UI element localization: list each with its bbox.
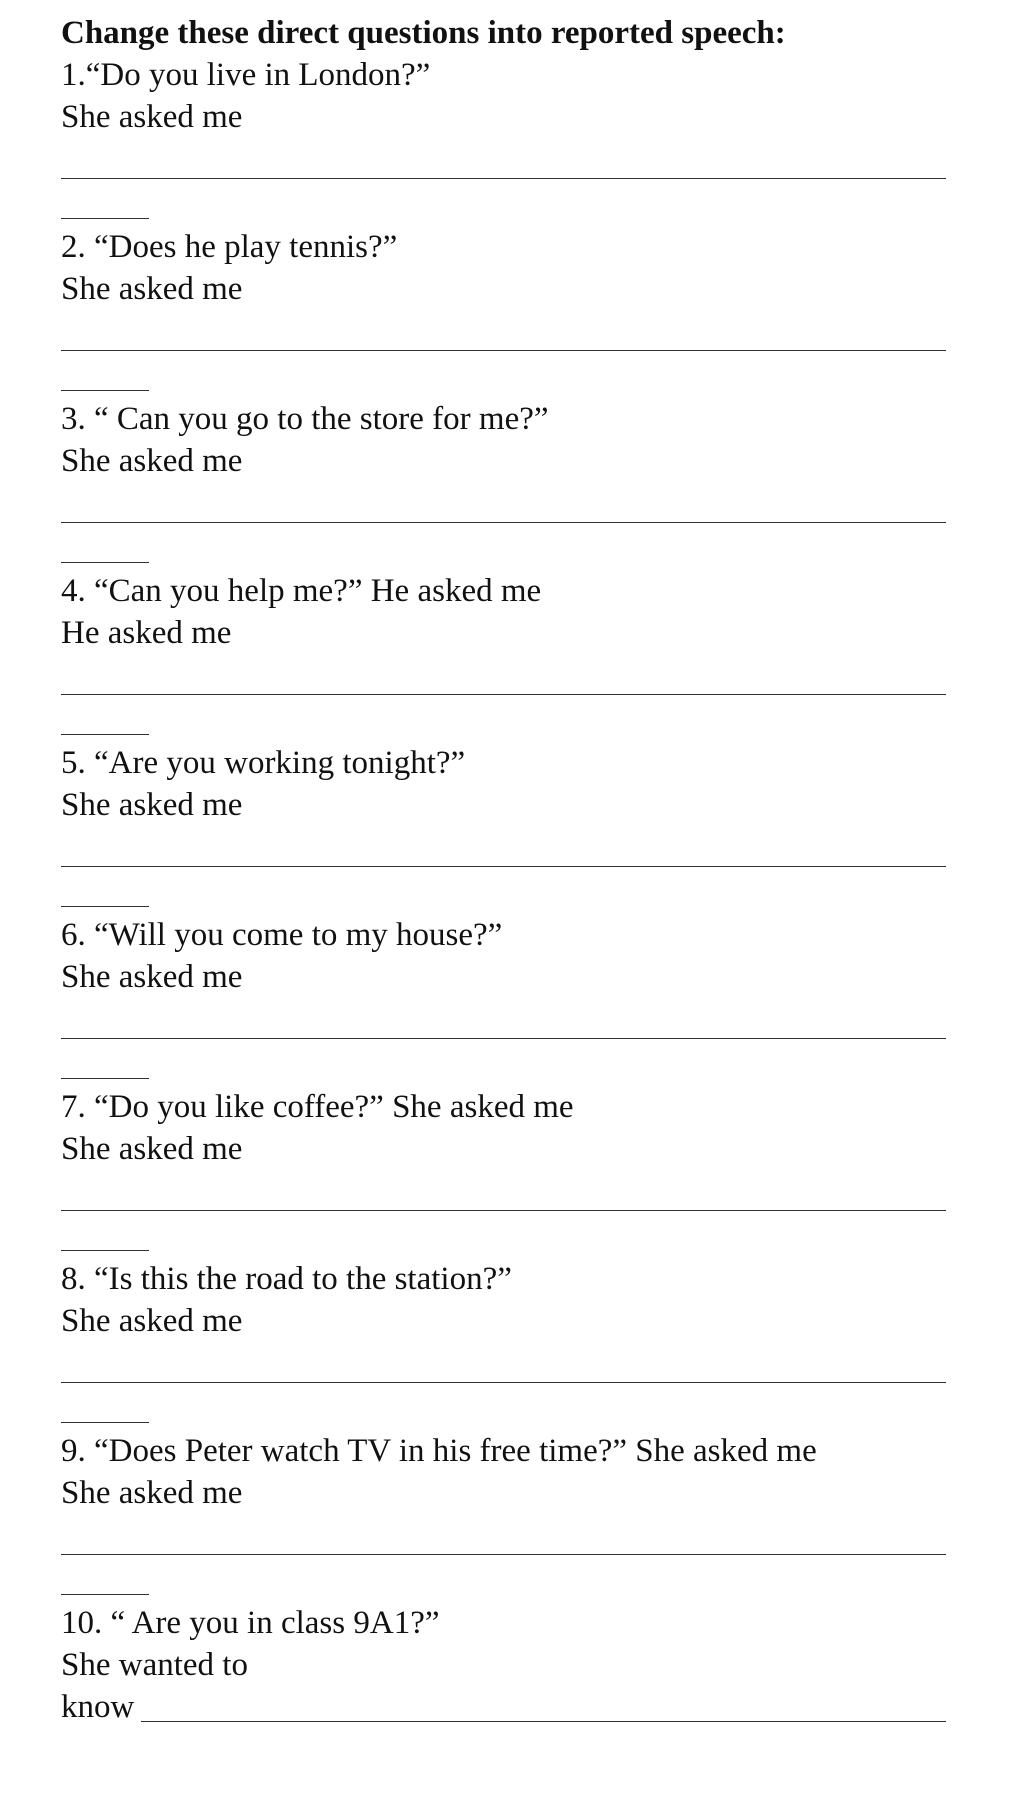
question-4	[61, 570, 961, 742]
answer-prompt: She asked me	[61, 787, 243, 823]
question-6	[61, 914, 961, 1086]
question-1	[61, 54, 961, 226]
worksheet	[61, 0, 961, 1802]
question-text: 4. “Can you help me?” He asked me	[61, 573, 542, 609]
answer-prompt: She asked me	[61, 1131, 243, 1167]
answer-prompt: She asked me	[61, 1303, 243, 1339]
answer-prompt: She wanted to	[61, 1647, 248, 1683]
question-text: 9. “Does Peter watch TV in his free time?” She asked me	[61, 1433, 817, 1469]
answer-line-continuation[interactable]	[61, 734, 149, 735]
answer-prompt: She asked me	[61, 99, 243, 135]
question-2	[61, 226, 961, 398]
worksheet-title: Change these direct questions into reported speech:	[61, 15, 786, 51]
answer-line[interactable]	[61, 178, 946, 179]
question-7	[61, 1086, 961, 1258]
answer-row	[61, 1686, 961, 1728]
answer-line[interactable]	[141, 1721, 946, 1722]
answer-prompt: She asked me	[61, 271, 243, 307]
question-text: 7. “Do you like coffee?” She asked me	[61, 1089, 574, 1125]
answer-prompt: She asked me	[61, 959, 243, 995]
answer-line[interactable]	[61, 1210, 946, 1211]
question-3	[61, 398, 961, 570]
answer-line[interactable]	[61, 1038, 946, 1039]
answer-line-continuation[interactable]	[61, 390, 149, 391]
question-text: 6. “Will you come to my house?”	[61, 917, 503, 953]
answer-line[interactable]	[61, 1554, 946, 1555]
answer-prompt: She asked me	[61, 1475, 243, 1511]
answer-line-continuation[interactable]	[61, 1422, 149, 1423]
question-text: 3. “ Can you go to the store for me?”	[61, 401, 549, 437]
question-5	[61, 742, 961, 914]
answer-line[interactable]	[61, 522, 946, 523]
answer-line-continuation[interactable]	[61, 1078, 149, 1079]
question-text: 10. “ Are you in class 9A1?”	[61, 1605, 440, 1641]
question-text: 2. “Does he play tennis?”	[61, 229, 398, 265]
answer-line-continuation[interactable]	[61, 1594, 149, 1595]
answer-line[interactable]	[61, 1382, 946, 1383]
question-text: 1.“Do you live in London?”	[61, 57, 431, 93]
answer-line-continuation[interactable]	[61, 562, 149, 563]
answer-line[interactable]	[61, 694, 946, 695]
answer-line-continuation[interactable]	[61, 218, 149, 219]
answer-line-continuation[interactable]	[61, 906, 149, 907]
answer-line[interactable]	[61, 866, 946, 867]
answer-line-continuation[interactable]	[61, 1250, 149, 1251]
question-9	[61, 1430, 961, 1602]
answer-prompt: She asked me	[61, 443, 243, 479]
question-text: 5. “Are you working tonight?”	[61, 745, 466, 781]
question-10	[61, 1602, 961, 1802]
answer-prompt-end: know	[61, 1689, 135, 1725]
question-text: 8. “Is this the road to the station?”	[61, 1261, 512, 1297]
question-8	[61, 1258, 961, 1430]
answer-prompt: He asked me	[61, 615, 232, 651]
answer-line[interactable]	[61, 350, 946, 351]
